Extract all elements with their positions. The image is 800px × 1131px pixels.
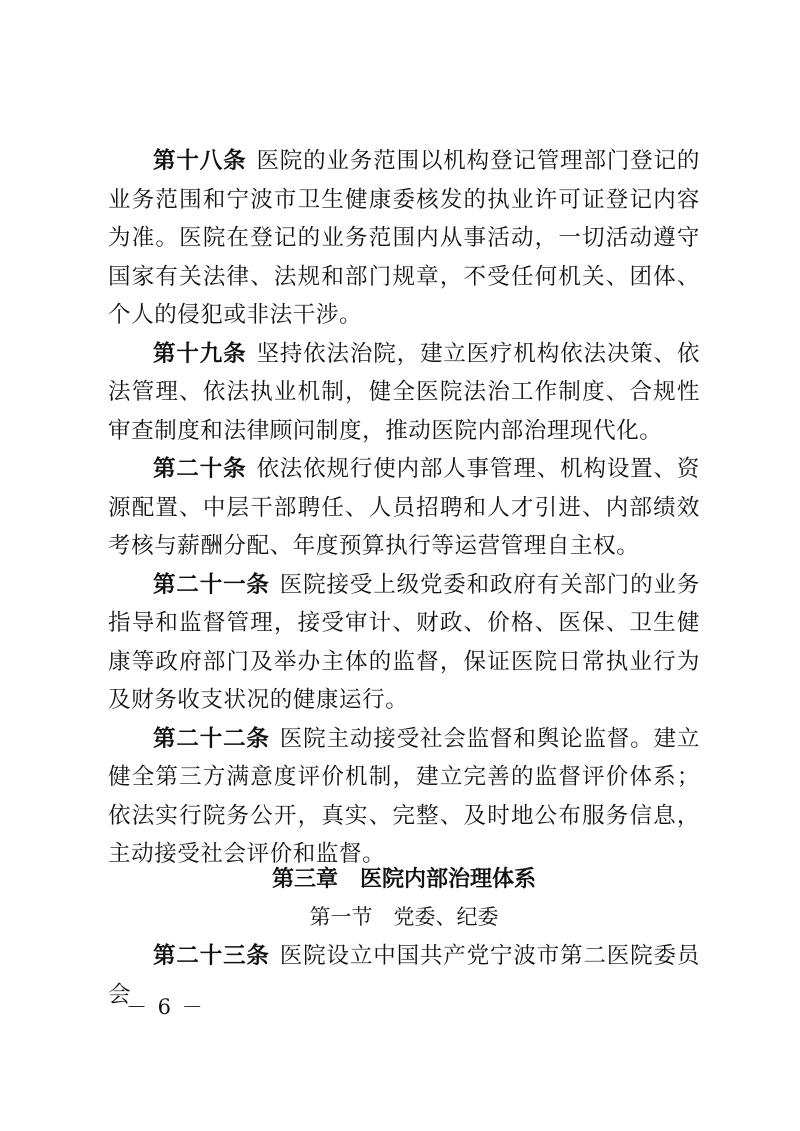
article-18	[108, 142, 700, 335]
article-19	[108, 335, 700, 451]
article-20	[108, 450, 700, 566]
article-heading: 第二十一条	[153, 571, 270, 598]
article-heading: 第二十二条	[153, 725, 270, 752]
article-text: 医院的业务范围以机构登记管理部门登记的业务范围和宁波市卫生健康委核发的执业许可证登记内容为准。医院在登记的业务范围内从事活动，一切活动遵守国家有关法律、法规和部门规章，不受任何机关、团体、个人的侵犯或非法干涉。	[108, 148, 700, 328]
article-heading: 第二十三条	[153, 943, 270, 969]
article-21	[108, 566, 700, 720]
article-heading: 第二十条	[153, 456, 247, 482]
article-text: 依法依规行使内部人事管理、机构设置、资源配置、中层干部聘任、人员招聘和人才引进、内部绩效考核与薪酬分配、年度预算执行等运营管理自主权。	[108, 456, 700, 559]
article-22	[108, 720, 700, 874]
section-title: 第一节 党委、纪委	[309, 905, 499, 929]
article-heading: 第十九条	[153, 340, 247, 367]
article-text: 医院接受上级党委和政府有关部门的业务指导和监督管理，接受审计、财政、价格、医保、卫生健康等政府部门及举办主体的监督，保证医院日常执业行为及财务收支状况的健康运行。	[108, 571, 700, 713]
article-heading: 第十八条	[153, 148, 247, 174]
article-text: 医院主动接受社会监督和舆论监督。建立健全第三方满意度评价机制，建立完善的监督评价体系；依法实行院务公开，真实、完整、及时地公布服务信息，主动接受社会评价和监督。	[108, 725, 700, 867]
article-text: 坚持依法治院，建立医疗机构依法决策、依法管理、依法执业机制，健全医院法治工作制度、合规性审查制度和法律顾问制度，推动医院内部治理现代化。	[108, 340, 700, 444]
chapter-title: 第三章 医院内部治理体系	[271, 867, 536, 892]
article-list	[108, 142, 700, 874]
article-text: 医院设立中国共产党宁波市第二医院委员会	[108, 943, 700, 1008]
page-number: － 6 －	[126, 995, 205, 1019]
